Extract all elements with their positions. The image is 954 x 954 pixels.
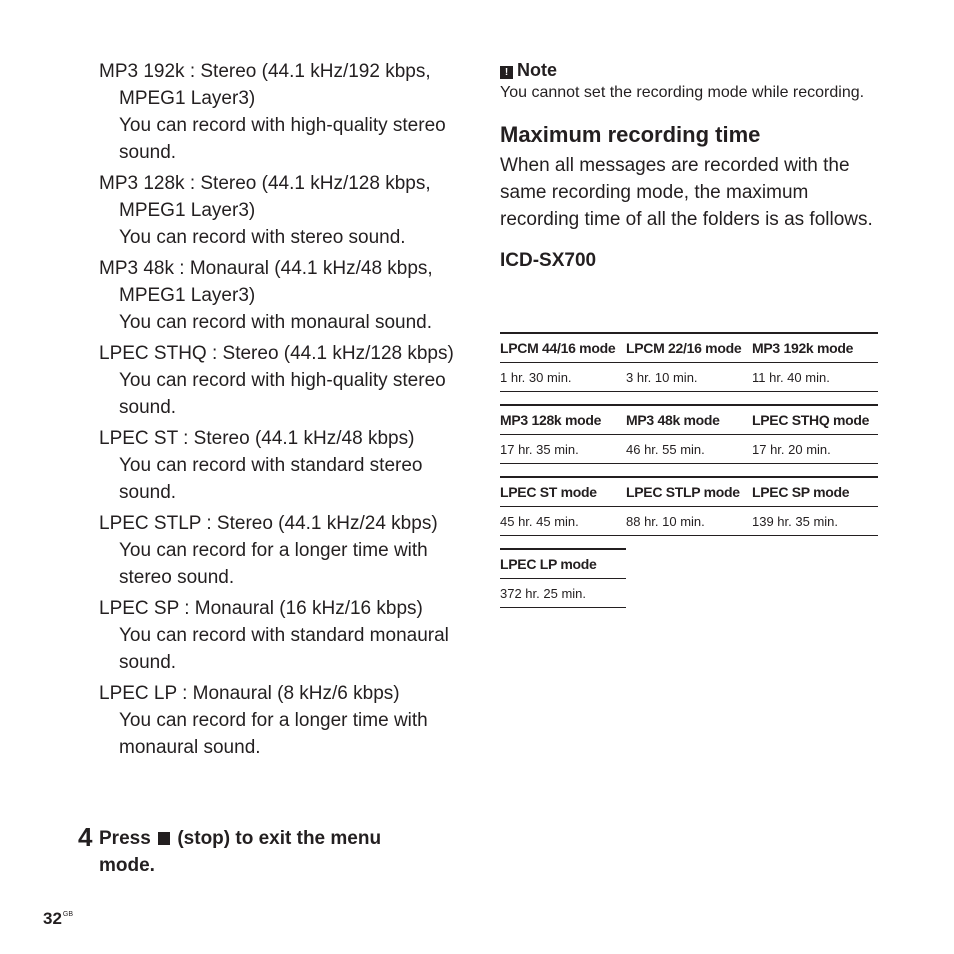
- model-heading: ICD-SX700: [500, 250, 597, 271]
- table-row: [500, 507, 878, 536]
- mode-spec: LPEC LP : Monaural (8 kHz/6 kbps): [99, 683, 400, 704]
- table-header-cell: LPEC SP mode: [752, 484, 850, 500]
- mode-description: You can record with stereo sound.: [119, 227, 406, 248]
- mode-item: [99, 58, 459, 166]
- table-row: [500, 435, 878, 464]
- table-cell: 1 hr. 30 min.: [500, 369, 572, 385]
- mode-description: You can record with standard stereo sound.: [119, 455, 423, 503]
- table-header-cell: LPEC STLP mode: [626, 484, 740, 500]
- table-cell: 17 hr. 20 min.: [752, 441, 831, 457]
- step-instruction: [99, 825, 429, 879]
- table-header-cell: LPEC LP mode: [500, 556, 597, 572]
- note-title: Note: [517, 60, 557, 80]
- mode-spec: MP3 192k : Stereo (44.1 kHz/192 kbps, MPEG1 Layer3): [99, 61, 431, 109]
- mode-spec: MP3 128k : Stereo (44.1 kHz/128 kbps, MPEG1 Layer3): [99, 173, 431, 221]
- table-cell: 17 hr. 35 min.: [500, 441, 579, 457]
- recording-time-table-block: [500, 332, 878, 392]
- mode-item: [99, 595, 459, 676]
- step-text-after: (stop) to exit the menu mode.: [99, 828, 382, 876]
- note-heading: [500, 58, 878, 82]
- mode-description: You can record for a longer time with stereo sound.: [119, 540, 428, 588]
- table-cell: 372 hr. 25 min.: [500, 585, 586, 601]
- mode-spec: LPEC ST : Stereo (44.1 kHz/48 kbps): [99, 428, 415, 449]
- table-cell: 46 hr. 55 min.: [626, 441, 705, 457]
- mode-spec: LPEC STHQ : Stereo (44.1 kHz/128 kbps): [99, 343, 454, 364]
- mode-list: [99, 58, 459, 765]
- mode-description: You can record with high-quality stereo sound.: [119, 115, 446, 163]
- mode-item: [99, 425, 459, 506]
- table-header-row: [500, 548, 626, 579]
- recording-time-table-block: [500, 476, 878, 536]
- table-cell: 88 hr. 10 min.: [626, 513, 705, 529]
- table-cell: 45 hr. 45 min.: [500, 513, 579, 529]
- right-column: [500, 58, 878, 274]
- table-header-row: [500, 476, 878, 507]
- table-header-cell: LPEC STHQ mode: [752, 412, 870, 428]
- table-header-cell: LPCM 44/16 mode: [500, 340, 616, 356]
- table-cell: 3 hr. 10 min.: [626, 369, 698, 385]
- page-number: [43, 909, 73, 929]
- table-header-cell: MP3 192k mode: [752, 340, 854, 356]
- mode-description: You can record for a longer time with monaural sound.: [119, 710, 428, 758]
- mode-spec: LPEC STLP : Stereo (44.1 kHz/24 kbps): [99, 513, 438, 534]
- table-header-row: [500, 332, 878, 363]
- table-header-cell: LPCM 22/16 mode: [626, 340, 742, 356]
- recording-time-table-block: [500, 404, 878, 464]
- mode-spec: LPEC SP : Monaural (16 kHz/16 kbps): [99, 598, 423, 619]
- page-number-suffix: GB: [62, 911, 74, 918]
- mode-item: [99, 255, 459, 336]
- table-row: [500, 363, 878, 392]
- table-header-cell: MP3 48k mode: [626, 412, 720, 428]
- mode-item: [99, 680, 459, 761]
- table-header-cell: LPEC ST mode: [500, 484, 597, 500]
- page-number-value: 32: [43, 909, 62, 928]
- section-paragraph: When all messages are recorded with the same recording mode, the maximum recording time of all the folders is as follows.: [500, 155, 873, 230]
- stop-icon: [158, 832, 170, 845]
- mode-spec: MP3 48k : Monaural (44.1 kHz/48 kbps, MPEG1 Layer3): [99, 258, 433, 306]
- step-number: 4: [78, 822, 93, 852]
- table-cell: 11 hr. 40 min.: [752, 369, 830, 385]
- table-header-cell: MP3 128k mode: [500, 412, 602, 428]
- mode-description: You can record with monaural sound.: [119, 312, 432, 333]
- note-text: You cannot set the recording mode while recording.: [500, 84, 865, 101]
- mode-item: [99, 170, 459, 251]
- recording-time-table-block: [500, 548, 626, 608]
- mode-description: You can record with standard monaural sound.: [119, 625, 449, 673]
- mode-item: [99, 510, 459, 591]
- mode-description: You can record with high-quality stereo sound.: [119, 370, 446, 418]
- table-row: [500, 579, 626, 608]
- step-text-before: Press: [99, 828, 151, 849]
- section-title: Maximum recording time: [500, 122, 761, 147]
- table-header-row: [500, 404, 878, 435]
- note-icon: !: [500, 66, 513, 79]
- mode-item: [99, 340, 459, 421]
- table-cell: 139 hr. 35 min.: [752, 513, 838, 529]
